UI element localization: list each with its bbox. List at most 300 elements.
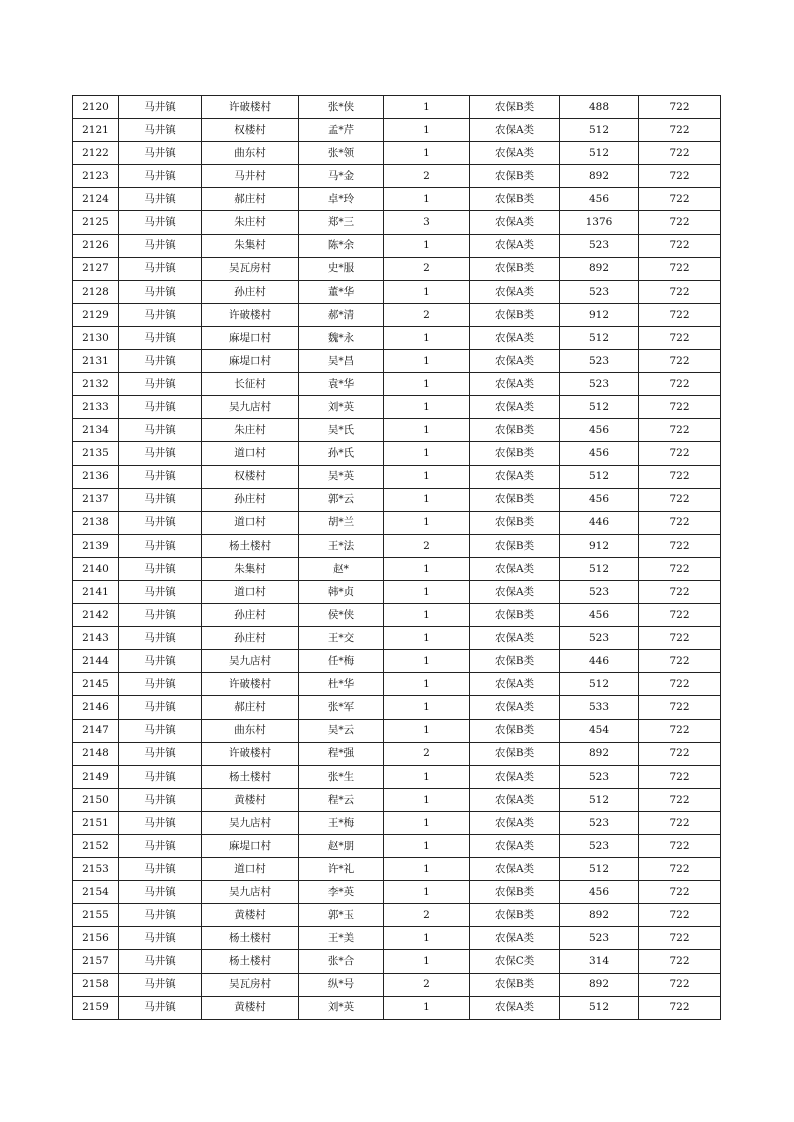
cell-village: 吴瓦房村	[202, 973, 299, 996]
cell-row-number: 2124	[73, 188, 119, 211]
cell-name: 魏*永	[299, 326, 384, 349]
cell-village: 黄楼村	[202, 996, 299, 1019]
cell-name: 任*梅	[299, 650, 384, 673]
cell-insurance-type: 农保B类	[470, 188, 560, 211]
cell-insurance-type: 农保B类	[470, 257, 560, 280]
cell-household-count: 2	[384, 534, 470, 557]
cell-name: 卓*玲	[299, 188, 384, 211]
cell-amount: 523	[560, 811, 639, 834]
cell-township: 马井镇	[119, 165, 202, 188]
cell-standard: 722	[639, 165, 721, 188]
cell-standard: 722	[639, 604, 721, 627]
cell-household-count: 1	[384, 811, 470, 834]
cell-village: 朱集村	[202, 557, 299, 580]
cell-household-count: 1	[384, 835, 470, 858]
cell-village: 吴瓦房村	[202, 257, 299, 280]
table-row	[73, 96, 721, 119]
cell-household-count: 1	[384, 234, 470, 257]
table-row	[73, 742, 721, 765]
cell-row-number: 2147	[73, 719, 119, 742]
table-row	[73, 696, 721, 719]
cell-standard: 722	[639, 303, 721, 326]
cell-name: 郭*云	[299, 488, 384, 511]
cell-township: 马井镇	[119, 996, 202, 1019]
cell-amount: 523	[560, 234, 639, 257]
cell-township: 马井镇	[119, 303, 202, 326]
table-row	[73, 604, 721, 627]
cell-insurance-type: 农保A类	[470, 835, 560, 858]
cell-amount: 456	[560, 488, 639, 511]
cell-name: 孙*氏	[299, 442, 384, 465]
cell-township: 马井镇	[119, 811, 202, 834]
cell-household-count: 1	[384, 119, 470, 142]
cell-name: 纵*号	[299, 973, 384, 996]
cell-name: 程*云	[299, 788, 384, 811]
cell-name: 胡*兰	[299, 511, 384, 534]
table-row	[73, 350, 721, 373]
cell-name: 赵*	[299, 557, 384, 580]
cell-township: 马井镇	[119, 211, 202, 234]
cell-township: 马井镇	[119, 881, 202, 904]
cell-amount: 512	[560, 326, 639, 349]
cell-amount: 456	[560, 442, 639, 465]
cell-row-number: 2143	[73, 627, 119, 650]
cell-standard: 722	[639, 373, 721, 396]
table-row	[73, 627, 721, 650]
cell-standard: 722	[639, 142, 721, 165]
cell-village: 麻堤口村	[202, 835, 299, 858]
cell-township: 马井镇	[119, 465, 202, 488]
cell-insurance-type: 农保B类	[470, 719, 560, 742]
cell-insurance-type: 农保A类	[470, 927, 560, 950]
cell-insurance-type: 农保B类	[470, 904, 560, 927]
cell-standard: 722	[639, 811, 721, 834]
table-row	[73, 442, 721, 465]
cell-insurance-type: 农保A类	[470, 211, 560, 234]
table-row	[73, 257, 721, 280]
cell-village: 杨土楼村	[202, 765, 299, 788]
cell-village: 道口村	[202, 442, 299, 465]
table-row	[73, 881, 721, 904]
cell-row-number: 2131	[73, 350, 119, 373]
cell-name: 杜*华	[299, 673, 384, 696]
cell-township: 马井镇	[119, 396, 202, 419]
cell-village: 权楼村	[202, 465, 299, 488]
cell-standard: 722	[639, 257, 721, 280]
table-row	[73, 303, 721, 326]
cell-township: 马井镇	[119, 604, 202, 627]
table-row	[73, 465, 721, 488]
cell-insurance-type: 农保A类	[470, 119, 560, 142]
cell-standard: 722	[639, 904, 721, 927]
cell-standard: 722	[639, 996, 721, 1019]
cell-name: 史*服	[299, 257, 384, 280]
cell-standard: 722	[639, 650, 721, 673]
cell-township: 马井镇	[119, 927, 202, 950]
cell-township: 马井镇	[119, 419, 202, 442]
cell-village: 吴九店村	[202, 396, 299, 419]
cell-household-count: 1	[384, 996, 470, 1019]
cell-insurance-type: 农保B类	[470, 973, 560, 996]
cell-insurance-type: 农保A类	[470, 234, 560, 257]
cell-amount: 892	[560, 257, 639, 280]
cell-village: 许破楼村	[202, 742, 299, 765]
cell-amount: 523	[560, 835, 639, 858]
cell-name: 王*美	[299, 927, 384, 950]
cell-insurance-type: 农保B类	[470, 534, 560, 557]
cell-row-number: 2121	[73, 119, 119, 142]
cell-village: 许破楼村	[202, 303, 299, 326]
cell-name: 赵*朋	[299, 835, 384, 858]
cell-household-count: 1	[384, 396, 470, 419]
cell-name: 马*金	[299, 165, 384, 188]
cell-amount: 512	[560, 557, 639, 580]
cell-row-number: 2155	[73, 904, 119, 927]
cell-row-number: 2153	[73, 858, 119, 881]
cell-amount: 523	[560, 927, 639, 950]
cell-standard: 722	[639, 719, 721, 742]
table-row	[73, 534, 721, 557]
cell-amount: 456	[560, 419, 639, 442]
cell-row-number: 2144	[73, 650, 119, 673]
cell-standard: 722	[639, 696, 721, 719]
table-row	[73, 580, 721, 603]
cell-township: 马井镇	[119, 904, 202, 927]
cell-village: 朱集村	[202, 234, 299, 257]
cell-insurance-type: 农保A类	[470, 396, 560, 419]
cell-township: 马井镇	[119, 973, 202, 996]
cell-amount: 912	[560, 303, 639, 326]
cell-name: 程*强	[299, 742, 384, 765]
cell-household-count: 1	[384, 280, 470, 303]
cell-township: 马井镇	[119, 557, 202, 580]
table-row	[73, 488, 721, 511]
cell-village: 吴九店村	[202, 650, 299, 673]
cell-name: 吴*云	[299, 719, 384, 742]
cell-row-number: 2133	[73, 396, 119, 419]
cell-row-number: 2149	[73, 765, 119, 788]
cell-standard: 722	[639, 927, 721, 950]
cell-household-count: 2	[384, 257, 470, 280]
cell-amount: 446	[560, 650, 639, 673]
cell-township: 马井镇	[119, 326, 202, 349]
cell-township: 马井镇	[119, 719, 202, 742]
cell-insurance-type: 农保A类	[470, 811, 560, 834]
cell-household-count: 2	[384, 303, 470, 326]
cell-insurance-type: 农保B类	[470, 165, 560, 188]
cell-amount: 892	[560, 165, 639, 188]
cell-village: 孙庄村	[202, 280, 299, 303]
cell-township: 马井镇	[119, 950, 202, 973]
cell-township: 马井镇	[119, 373, 202, 396]
cell-amount: 512	[560, 858, 639, 881]
cell-village: 吴九店村	[202, 881, 299, 904]
cell-insurance-type: 农保B类	[470, 488, 560, 511]
cell-standard: 722	[639, 234, 721, 257]
cell-amount: 512	[560, 673, 639, 696]
cell-township: 马井镇	[119, 534, 202, 557]
cell-row-number: 2152	[73, 835, 119, 858]
cell-township: 马井镇	[119, 119, 202, 142]
cell-village: 杨土楼村	[202, 950, 299, 973]
cell-village: 孙庄村	[202, 604, 299, 627]
cell-village: 许破楼村	[202, 96, 299, 119]
cell-amount: 446	[560, 511, 639, 534]
cell-standard: 722	[639, 488, 721, 511]
cell-standard: 722	[639, 350, 721, 373]
cell-row-number: 2136	[73, 465, 119, 488]
cell-township: 马井镇	[119, 835, 202, 858]
cell-row-number: 2129	[73, 303, 119, 326]
cell-standard: 722	[639, 858, 721, 881]
cell-amount: 892	[560, 973, 639, 996]
cell-standard: 722	[639, 534, 721, 557]
cell-household-count: 3	[384, 211, 470, 234]
cell-standard: 722	[639, 627, 721, 650]
cell-insurance-type: 农保A类	[470, 557, 560, 580]
cell-amount: 512	[560, 142, 639, 165]
cell-township: 马井镇	[119, 696, 202, 719]
cell-insurance-type: 农保B类	[470, 96, 560, 119]
cell-amount: 912	[560, 534, 639, 557]
cell-household-count: 1	[384, 927, 470, 950]
cell-township: 马井镇	[119, 673, 202, 696]
cell-amount: 892	[560, 904, 639, 927]
cell-village: 曲东村	[202, 719, 299, 742]
table-row	[73, 234, 721, 257]
cell-village: 郝庄村	[202, 696, 299, 719]
cell-amount: 456	[560, 188, 639, 211]
cell-village: 黄楼村	[202, 788, 299, 811]
cell-household-count: 1	[384, 858, 470, 881]
cell-insurance-type: 农保B类	[470, 303, 560, 326]
cell-amount: 523	[560, 765, 639, 788]
cell-amount: 512	[560, 465, 639, 488]
cell-household-count: 1	[384, 557, 470, 580]
cell-row-number: 2138	[73, 511, 119, 534]
cell-row-number: 2151	[73, 811, 119, 834]
table-row	[73, 927, 721, 950]
cell-name: 刘*英	[299, 396, 384, 419]
cell-standard: 722	[639, 119, 721, 142]
cell-township: 马井镇	[119, 858, 202, 881]
cell-row-number: 2145	[73, 673, 119, 696]
cell-standard: 722	[639, 465, 721, 488]
cell-village: 长征村	[202, 373, 299, 396]
table-row	[73, 119, 721, 142]
table-row	[73, 142, 721, 165]
cell-insurance-type: 农保A类	[470, 465, 560, 488]
cell-name: 孟*芹	[299, 119, 384, 142]
cell-village: 郝庄村	[202, 188, 299, 211]
cell-township: 马井镇	[119, 765, 202, 788]
cell-name: 侯*侠	[299, 604, 384, 627]
cell-village: 杨土楼村	[202, 534, 299, 557]
cell-name: 韩*贞	[299, 580, 384, 603]
cell-township: 马井镇	[119, 280, 202, 303]
cell-village: 许破楼村	[202, 673, 299, 696]
cell-amount: 523	[560, 373, 639, 396]
cell-name: 王*交	[299, 627, 384, 650]
cell-row-number: 2137	[73, 488, 119, 511]
cell-township: 马井镇	[119, 442, 202, 465]
cell-name: 张*领	[299, 142, 384, 165]
cell-village: 杨土楼村	[202, 927, 299, 950]
cell-village: 孙庄村	[202, 488, 299, 511]
cell-name: 郭*玉	[299, 904, 384, 927]
table-row	[73, 211, 721, 234]
cell-insurance-type: 农保B类	[470, 742, 560, 765]
cell-row-number: 2135	[73, 442, 119, 465]
cell-insurance-type: 农保A类	[470, 996, 560, 1019]
table-row	[73, 788, 721, 811]
cell-household-count: 1	[384, 350, 470, 373]
table-row	[73, 835, 721, 858]
cell-household-count: 1	[384, 142, 470, 165]
cell-amount: 512	[560, 119, 639, 142]
cell-village: 麻堤口村	[202, 350, 299, 373]
cell-household-count: 1	[384, 604, 470, 627]
cell-household-count: 1	[384, 673, 470, 696]
cell-household-count: 1	[384, 96, 470, 119]
cell-name: 王*法	[299, 534, 384, 557]
cell-village: 权楼村	[202, 119, 299, 142]
cell-name: 刘*英	[299, 996, 384, 1019]
cell-township: 马井镇	[119, 257, 202, 280]
cell-name: 董*华	[299, 280, 384, 303]
cell-township: 马井镇	[119, 142, 202, 165]
table-row	[73, 673, 721, 696]
cell-village: 道口村	[202, 580, 299, 603]
cell-standard: 722	[639, 96, 721, 119]
cell-amount: 454	[560, 719, 639, 742]
cell-insurance-type: 农保B类	[470, 419, 560, 442]
cell-insurance-type: 农保A类	[470, 788, 560, 811]
cell-amount: 523	[560, 580, 639, 603]
cell-village: 曲东村	[202, 142, 299, 165]
cell-amount: 512	[560, 996, 639, 1019]
cell-name: 袁*华	[299, 373, 384, 396]
table-row	[73, 557, 721, 580]
cell-row-number: 2142	[73, 604, 119, 627]
cell-name: 王*梅	[299, 811, 384, 834]
cell-household-count: 1	[384, 580, 470, 603]
cell-insurance-type: 农保A类	[470, 350, 560, 373]
cell-village: 孙庄村	[202, 627, 299, 650]
cell-name: 吴*氏	[299, 419, 384, 442]
table-row	[73, 904, 721, 927]
table-row	[73, 373, 721, 396]
cell-insurance-type: 农保A类	[470, 373, 560, 396]
table-row	[73, 996, 721, 1019]
cell-household-count: 1	[384, 188, 470, 211]
cell-standard: 722	[639, 211, 721, 234]
cell-household-count: 1	[384, 627, 470, 650]
cell-standard: 722	[639, 950, 721, 973]
cell-household-count: 1	[384, 696, 470, 719]
cell-row-number: 2158	[73, 973, 119, 996]
cell-row-number: 2125	[73, 211, 119, 234]
table-row	[73, 165, 721, 188]
cell-insurance-type: 农保B类	[470, 442, 560, 465]
cell-row-number: 2132	[73, 373, 119, 396]
cell-name: 吴*昌	[299, 350, 384, 373]
cell-village: 朱庄村	[202, 211, 299, 234]
cell-insurance-type: 农保A类	[470, 765, 560, 788]
cell-township: 马井镇	[119, 788, 202, 811]
cell-household-count: 2	[384, 165, 470, 188]
table-row	[73, 188, 721, 211]
cell-amount: 533	[560, 696, 639, 719]
cell-row-number: 2130	[73, 326, 119, 349]
cell-insurance-type: 农保B类	[470, 604, 560, 627]
cell-amount: 512	[560, 396, 639, 419]
cell-township: 马井镇	[119, 350, 202, 373]
cell-row-number: 2148	[73, 742, 119, 765]
cell-row-number: 2156	[73, 927, 119, 950]
cell-row-number: 2140	[73, 557, 119, 580]
cell-row-number: 2128	[73, 280, 119, 303]
cell-township: 马井镇	[119, 188, 202, 211]
cell-name: 吴*英	[299, 465, 384, 488]
cell-village: 黄楼村	[202, 904, 299, 927]
cell-township: 马井镇	[119, 650, 202, 673]
cell-insurance-type: 农保A类	[470, 627, 560, 650]
cell-township: 马井镇	[119, 580, 202, 603]
cell-insurance-type: 农保A类	[470, 673, 560, 696]
cell-village: 道口村	[202, 858, 299, 881]
cell-household-count: 1	[384, 788, 470, 811]
cell-name: 郑*三	[299, 211, 384, 234]
cell-amount: 892	[560, 742, 639, 765]
cell-insurance-type: 农保A类	[470, 326, 560, 349]
cell-amount: 512	[560, 788, 639, 811]
cell-insurance-type: 农保A类	[470, 142, 560, 165]
cell-household-count: 1	[384, 465, 470, 488]
cell-standard: 722	[639, 280, 721, 303]
cell-amount: 523	[560, 350, 639, 373]
cell-name: 张*侠	[299, 96, 384, 119]
cell-township: 马井镇	[119, 627, 202, 650]
cell-insurance-type: 农保C类	[470, 950, 560, 973]
cell-insurance-type: 农保B类	[470, 881, 560, 904]
cell-row-number: 2127	[73, 257, 119, 280]
cell-row-number: 2122	[73, 142, 119, 165]
cell-standard: 722	[639, 835, 721, 858]
cell-standard: 722	[639, 673, 721, 696]
table-row	[73, 419, 721, 442]
cell-township: 马井镇	[119, 96, 202, 119]
cell-standard: 722	[639, 396, 721, 419]
cell-amount: 314	[560, 950, 639, 973]
cell-amount: 456	[560, 604, 639, 627]
cell-household-count: 1	[384, 488, 470, 511]
cell-household-count: 1	[384, 326, 470, 349]
cell-row-number: 2139	[73, 534, 119, 557]
cell-household-count: 1	[384, 419, 470, 442]
cell-name: 李*英	[299, 881, 384, 904]
cell-standard: 722	[639, 442, 721, 465]
cell-amount: 456	[560, 881, 639, 904]
cell-insurance-type: 农保B类	[470, 511, 560, 534]
cell-household-count: 1	[384, 765, 470, 788]
table-row	[73, 396, 721, 419]
cell-standard: 722	[639, 188, 721, 211]
cell-row-number: 2154	[73, 881, 119, 904]
cell-household-count: 1	[384, 373, 470, 396]
table-row	[73, 973, 721, 996]
cell-insurance-type: 农保A类	[470, 280, 560, 303]
